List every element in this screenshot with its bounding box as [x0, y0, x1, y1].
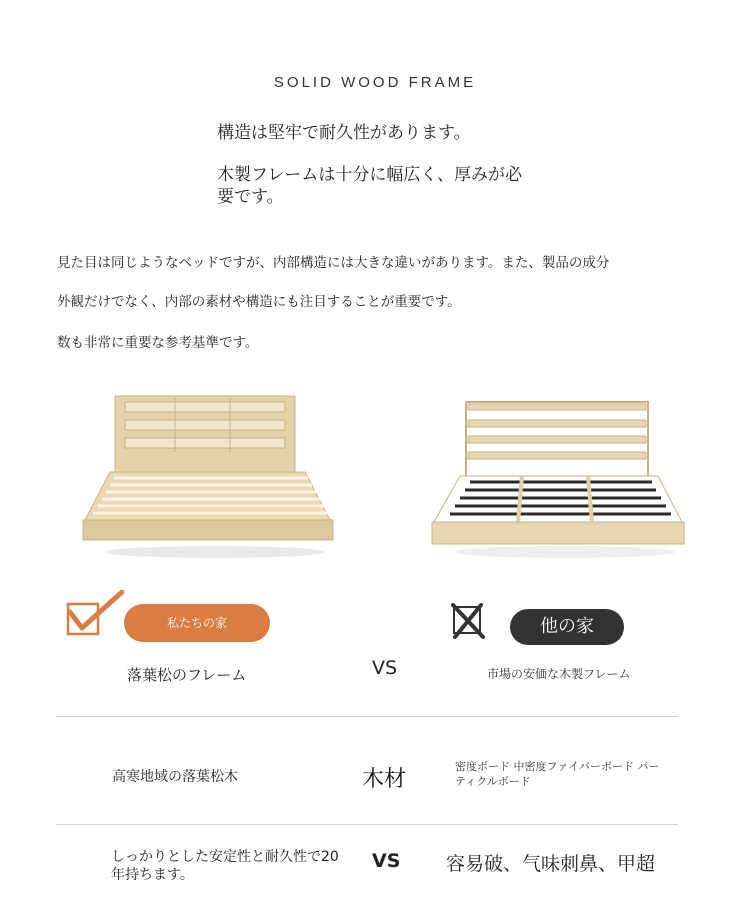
lead-line-2b: 要です。	[217, 187, 284, 207]
row3-right: 容易破、气味刺鼻、甲超	[446, 853, 656, 875]
section-title: SOLID WOOD FRAME	[273, 74, 477, 91]
check-icon	[64, 590, 124, 636]
row2-mid: 木材	[362, 767, 407, 792]
row2-right-a: 密度ボード 中密度ファイバーボード パー	[455, 760, 660, 773]
body-line-1: 見た目は同じようなベッドですが、内部構造には大きな違いがあります。また、製品の成分	[57, 255, 610, 271]
row3-vs: VS	[372, 850, 401, 872]
row3-left-b: 年持ちます。	[111, 867, 194, 883]
divider	[56, 716, 678, 717]
our-home-badge: 私たちの家	[124, 604, 270, 642]
lead-line-1: 構造は堅牢で耐久性があります。	[217, 123, 471, 143]
bed-image-other	[430, 390, 690, 560]
row2-right-b: ティクルボード	[455, 775, 531, 788]
bed-image-ours	[80, 390, 340, 560]
row3-left-a: しっかりとした安定性と耐久性で20	[111, 849, 339, 865]
divider	[56, 824, 678, 825]
row1-vs: VS	[372, 657, 398, 679]
body-line-3: 数も非常に重要な参考基準です。	[57, 335, 259, 351]
other-home-badge: 他の家	[510, 609, 624, 645]
cross-icon	[451, 603, 485, 639]
row1-right: 市場の安価な木製フレーム	[487, 667, 631, 681]
lead-line-2a: 木製フレームは十分に幅広く、厚みが必	[217, 165, 522, 185]
row2-left: 高寒地域の落葉松木	[112, 769, 238, 785]
row1-left: 落葉松のフレーム	[127, 666, 247, 684]
body-line-2: 外観だけでなく、内部の素材や構造にも注目することが重要です。	[57, 294, 461, 310]
